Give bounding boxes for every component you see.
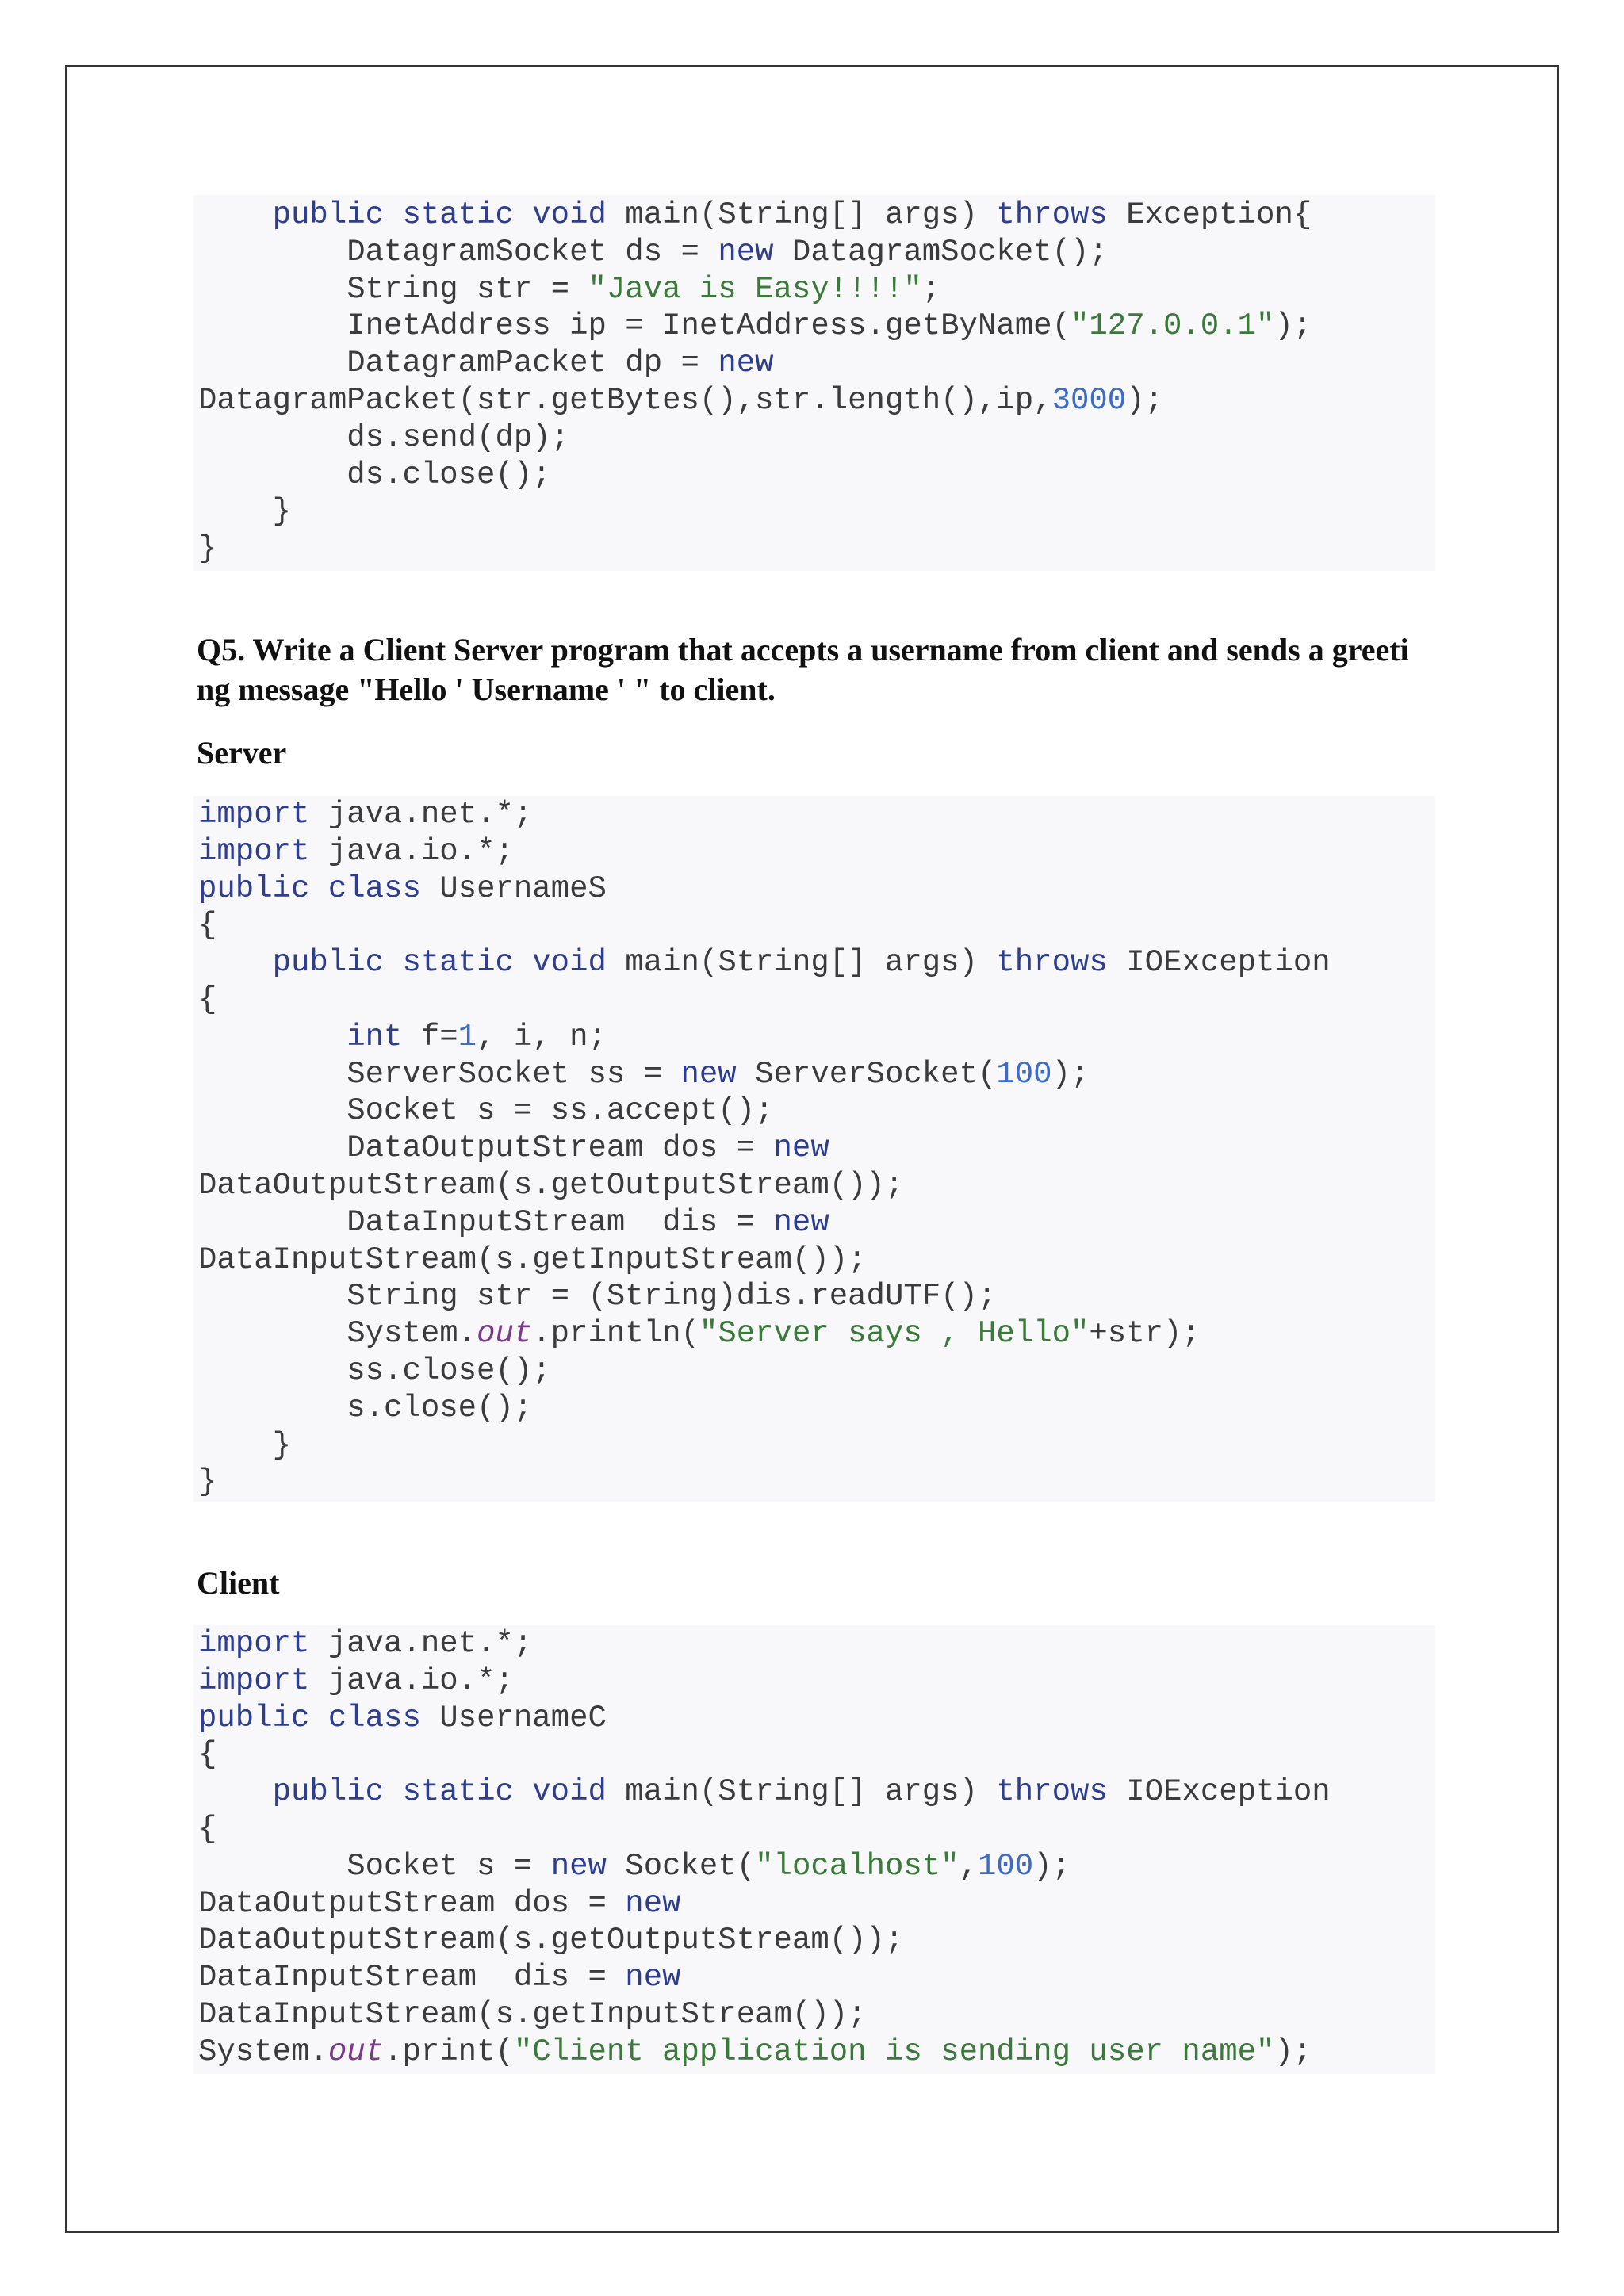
code-line <box>198 1774 1435 1811</box>
code-block-udp-sender <box>193 195 1435 571</box>
code-line <box>198 1278 1435 1315</box>
code-token: ); <box>1274 308 1312 344</box>
code-token: 1 <box>458 1019 477 1054</box>
code-token: throws <box>996 945 1108 981</box>
code-token: DataInputStream dis = <box>198 1204 774 1240</box>
code-token: { <box>198 1811 217 1846</box>
code-token: throws <box>996 197 1108 232</box>
code-token: Exception{ <box>1107 197 1312 232</box>
code-line <box>198 1811 1435 1848</box>
code-token: 100 <box>996 1056 1052 1092</box>
code-token <box>198 945 273 980</box>
code-line <box>198 1736 1435 1774</box>
code-line <box>198 907 1435 944</box>
code-token: new <box>718 346 774 381</box>
code-token: java.io.*; <box>309 833 514 869</box>
code-token: UsernameS <box>420 871 607 906</box>
code-token: "127.0.0.1" <box>1070 308 1275 344</box>
question-heading: Q5. Write a Client Server program that accepts a username from client and sends a greeti ng message "Hello ' Username ' " to client. <box>197 632 1409 707</box>
code-line <box>198 345 1435 382</box>
code-line <box>198 982 1435 1019</box>
code-token: new <box>773 1131 829 1166</box>
code-token: out <box>477 1316 533 1352</box>
code-line <box>198 1427 1435 1464</box>
code-token: } <box>198 1464 217 1500</box>
code-token <box>198 1020 347 1054</box>
code-block-server <box>193 796 1435 1502</box>
code-token: DataInputStream(s.getInputStream()); <box>198 1996 867 2032</box>
code-token: Socket s = <box>198 1848 551 1884</box>
code-token: DatagramPacket(str.getBytes(),str.length(),ip, <box>198 382 1052 418</box>
code-token: public static void <box>272 1774 607 1810</box>
code-token: Socket s = ss.accept(); <box>198 1093 774 1129</box>
code-token: "Client application is sending user name" <box>513 2034 1275 2069</box>
code-token <box>198 1774 273 1809</box>
code-token: ss.close(); <box>198 1353 551 1388</box>
code-token: import <box>198 1663 310 1698</box>
code-token: ); <box>1033 1848 1071 1884</box>
code-line <box>198 271 1435 308</box>
code-token <box>198 197 273 232</box>
code-token: public static void <box>272 945 607 981</box>
code-line <box>198 1242 1435 1279</box>
code-line <box>198 871 1435 908</box>
code-token: } <box>198 1427 292 1463</box>
code-token: .println( <box>532 1316 699 1352</box>
code-line <box>198 530 1435 568</box>
code-token: String str = <box>198 271 588 307</box>
code-line <box>198 1996 1435 2034</box>
code-line <box>198 1204 1435 1242</box>
code-line <box>198 944 1435 982</box>
code-token: ServerSocket( <box>736 1056 997 1092</box>
code-token: DataOutputStream(s.getOutputStream()); <box>198 1167 904 1203</box>
code-token: public class <box>198 871 421 906</box>
code-token: String str = (String)dis.readUTF(); <box>198 1279 997 1314</box>
code-block-client <box>193 1625 1435 2074</box>
code-token: int <box>347 1019 403 1054</box>
code-token: .print( <box>384 2034 514 2069</box>
code-token: import <box>198 1626 310 1661</box>
code-token: new <box>718 234 774 270</box>
code-token: , i, n; <box>477 1019 607 1054</box>
code-line <box>198 1625 1435 1663</box>
code-line <box>198 308 1435 345</box>
code-line <box>198 2034 1435 2071</box>
code-line <box>198 1885 1435 1923</box>
code-token: java.net.*; <box>309 797 533 832</box>
code-token: UsernameC <box>420 1700 607 1735</box>
code-line <box>198 1315 1435 1353</box>
code-token: java.net.*; <box>309 1626 533 1661</box>
code-token: main(String[] args) <box>606 1774 997 1810</box>
code-token: new <box>550 1848 607 1884</box>
code-token: DataOutputStream(s.getOutputStream()); <box>198 1923 904 1958</box>
code-token: new <box>625 1960 681 1996</box>
code-token: { <box>198 908 217 943</box>
code-token: DataInputStream(s.getInputStream()); <box>198 1242 867 1277</box>
code-token: "localhost" <box>755 1848 959 1884</box>
code-line <box>198 1959 1435 1996</box>
code-token: 3000 <box>1051 382 1127 418</box>
code-line <box>198 1019 1435 1056</box>
code-token: Socket( <box>606 1848 756 1884</box>
code-line <box>198 1353 1435 1390</box>
code-token: IOException <box>1107 945 1331 981</box>
code-token: main(String[] args) <box>606 197 997 232</box>
code-line <box>198 382 1435 419</box>
code-line <box>198 419 1435 457</box>
code-token: DataInputStream dis = <box>198 1960 626 1996</box>
code-token: "Server says , Hello" <box>699 1316 1090 1352</box>
code-token: ); <box>1051 1056 1090 1092</box>
code-line <box>198 197 1435 234</box>
section-heading-server: Server <box>197 735 287 771</box>
code-line <box>198 234 1435 271</box>
code-line <box>198 796 1435 833</box>
code-token: +str); <box>1089 1316 1201 1352</box>
code-token: import <box>198 797 310 832</box>
code-token: java.io.*; <box>309 1663 514 1698</box>
code-token: public class <box>198 1700 421 1735</box>
code-token: throws <box>996 1774 1108 1810</box>
code-token: new <box>625 1885 681 1921</box>
code-line <box>198 1922 1435 1959</box>
code-token: ServerSocket ss = <box>198 1056 681 1092</box>
code-token: DatagramSocket ds = <box>198 234 718 270</box>
code-token: DataOutputStream dos = <box>198 1131 774 1166</box>
code-token: ); <box>1274 2034 1312 2069</box>
code-token: new <box>680 1056 737 1092</box>
code-token: 100 <box>978 1848 1034 1884</box>
code-token: IOException <box>1107 1774 1331 1810</box>
section-heading-client: Client <box>197 1565 280 1601</box>
code-token: System. <box>198 1316 477 1352</box>
code-line <box>198 833 1435 871</box>
code-token: f= <box>402 1019 458 1054</box>
code-line <box>198 1663 1435 1700</box>
code-line <box>198 1093 1435 1130</box>
code-line <box>198 1848 1435 1885</box>
code-token: , <box>959 1848 978 1884</box>
code-line <box>198 1130 1435 1167</box>
code-line <box>198 1167 1435 1204</box>
code-token: System. <box>198 2034 328 2069</box>
code-token: DatagramSocket(); <box>773 234 1108 270</box>
code-token: out <box>327 2034 385 2069</box>
code-token: } <box>198 494 292 530</box>
code-line <box>198 457 1435 494</box>
code-token: new <box>773 1204 829 1240</box>
code-token: DataOutputStream dos = <box>198 1885 626 1921</box>
code-token: } <box>198 531 217 567</box>
code-line <box>198 1464 1435 1501</box>
code-token: ; <box>921 271 941 307</box>
code-line <box>198 493 1435 530</box>
code-token: "Java is Easy!!!!" <box>588 271 922 307</box>
code-token: InetAddress ip = InetAddress.getByName( <box>198 308 1071 344</box>
code-token: ds.close(); <box>198 457 551 492</box>
code-line <box>198 1700 1435 1737</box>
code-token: { <box>198 982 217 1017</box>
code-token: ); <box>1126 382 1164 418</box>
code-token: main(String[] args) <box>606 945 997 981</box>
code-token: DatagramPacket dp = <box>198 346 718 381</box>
code-token: s.close(); <box>198 1390 533 1425</box>
code-token: { <box>198 1737 217 1773</box>
code-token: import <box>198 833 310 869</box>
code-line <box>198 1056 1435 1093</box>
code-token: public static void <box>272 197 607 232</box>
code-token: ds.send(dp); <box>198 419 570 455</box>
code-line <box>198 1390 1435 1427</box>
